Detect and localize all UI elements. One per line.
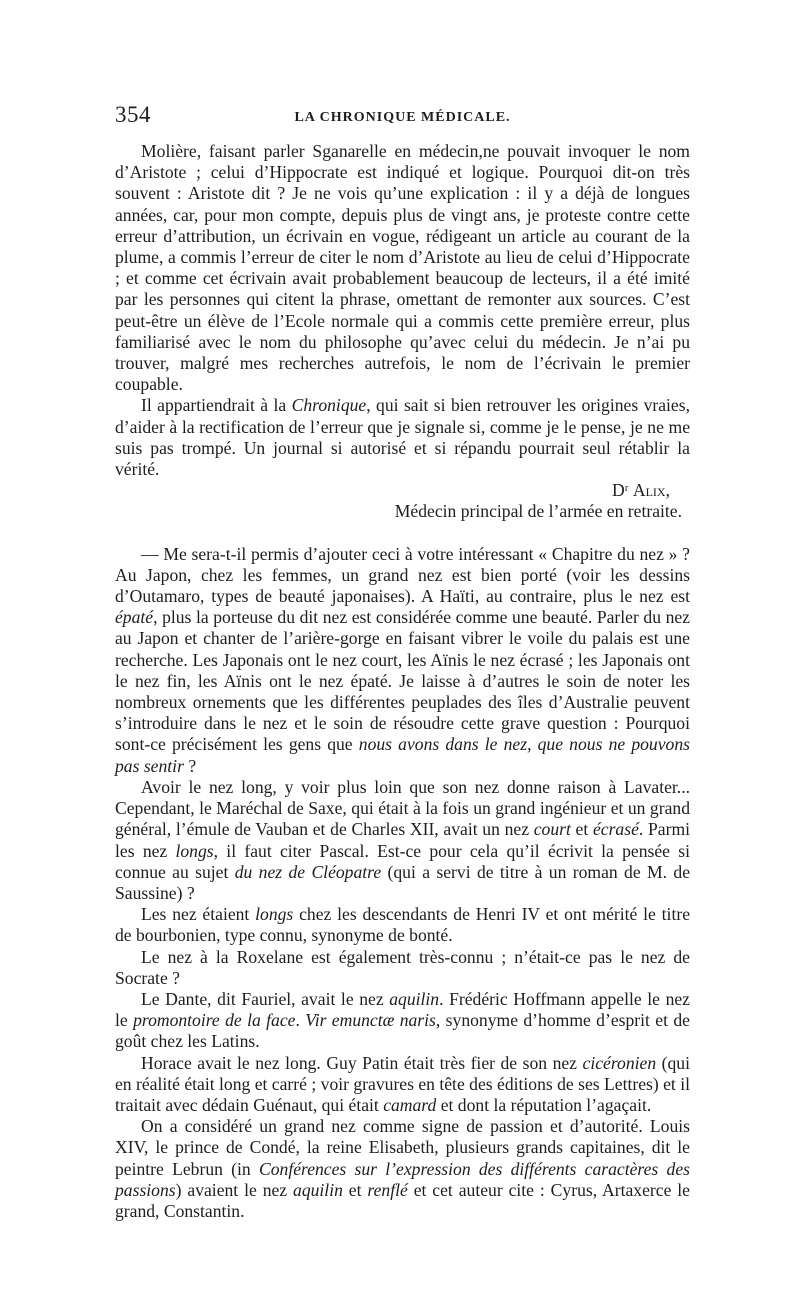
- page-number: 354: [115, 102, 151, 127]
- paragraph: — Me sera-t-il permis d’ajouter ceci à votre intéressant « Chapitre du nez » ? Au Japon, chez les femmes, un grand nez est bien porté (voir les dessins d’Outamaro, types de beauté japonaises). A Haïti, au contraire, plus le nez est épaté, plus la porteuse du dit nez est considérée comme une beauté. Parler du nez au Japon et chanter de l’arière-gorge en faisant vibrer le voile du palais est une recherche. Les Japonais ont le nez court, les Aïnis le nez écrasé ; les Japonais ont le nez fin, les Aïnis ont le nez épaté. Je laisse à d’autres le soin de noter les nombreux ornements que les différentes peuplades des îles d’Australie peuvent s’introduire dans le nez et le soin de résoudre cette grave question : Pourquoi sont-ce précisément les gens que nous avons dans le nez, que nous ne pouvons pas sentir ?: [115, 543, 690, 776]
- paragraph: Il appartiendrait à la Chronique, qui sait si bien retrouver les origines vraies, d’aider à la rectification de l’erreur que je signale si, comme je le pense, je ne me suis pas trompé. Un journal si autorisé et si répandu pourrait seul rétablir la vérité.: [115, 395, 690, 480]
- running-title: LA CHRONIQUE MÉDICALE.: [294, 110, 511, 125]
- signature-name: Dʳ Alix,: [611, 480, 670, 501]
- paragraph: Le nez à la Roxelane est également très-connu ; n’était-ce pas le nez de Socrate ?: [115, 946, 690, 988]
- body-text: [115, 141, 690, 1222]
- paragraph: Les nez étaient longs chez les descendants de Henri IV et ont mérité le titre de bourbonien, type connu, synonyme de bonté.: [115, 904, 690, 946]
- paragraph: Avoir le nez long, y voir plus loin que son nez donne raison à Lavater... Cependant, le Maréchal de Saxe, qui était à la fois un grand ingénieur et un grand général, l’émule de Vauban et de Charles XII, avait un nez court et écrasé. Parmi les nez longs, il faut citer Pascal. Est-ce pour cela qu’il écrivit la pensée si connue au sujet du nez de Cléopatre (qui a servi de titre à un roman de M. de Saussine) ?: [115, 776, 691, 903]
- page-header: [115, 98, 690, 138]
- paragraph: Horace avait le nez long. Guy Patin était très fier de son nez cicéronien (qui en réalité était long et carré ; voir gravures en tête des éditions de ses Lettres) et il traitait avec dédain Guénaut, qui était camard et dont la réputation l’agaçait.: [115, 1052, 690, 1115]
- paragraph: Le Dante, dit Fauriel, avait le nez aquilin. Frédéric Hoffmann appelle le nez le promontoire de la face. Vir emunctæ naris, synonyme d’homme d’esprit et de goût chez les Latins.: [115, 988, 690, 1052]
- signature-title: Médecin principal de l’armée en retraite.: [394, 501, 682, 522]
- paragraph: On a considéré un grand nez comme signe de passion et d’autorité. Louis XIV, le prince de Condé, la reine Elisabeth, plusieurs grands capitaines, dit le peintre Lebrun (in Conférences sur l’expression des différents caractères des passions) avaient le nez aquilin et renflé et cet auteur cite : Cyrus, Artaxerce le grand, Constantin.: [115, 1116, 690, 1221]
- paragraph: Molière, faisant parler Sganarelle en médecin,ne pouvait invoquer le nom d’Aristote ; celui d’Hippocrate est indiqué et logique. Pourquoi dit-on très souvent : Aristote dit ? Je ne vois qu’une explication : il y a déjà de longues années, car, pour mon compte, depuis plus de vingt ans, je proteste contre cette erreur d’attribution, un écrivain en vogue, rédigeant un article au courant de la plume, a commis l’erreur de citer le nom d’Aristote au lieu de celui d’Hippocrate ; et comme cet écrivain avait probablement beaucoup de lecteurs, il a été imité par les personnes qui citent la phrase, omettant de remonter aux sources. C’est peut-être un élève de l’Ecole normale qui a commis cette première erreur, plus familiarisé avec le nom du philosophe qu’avec celui du médecin. Je n’ai pu trouver, malgré mes recherches autrefois, le nom de l’écrivain le premier coupable.: [115, 141, 690, 395]
